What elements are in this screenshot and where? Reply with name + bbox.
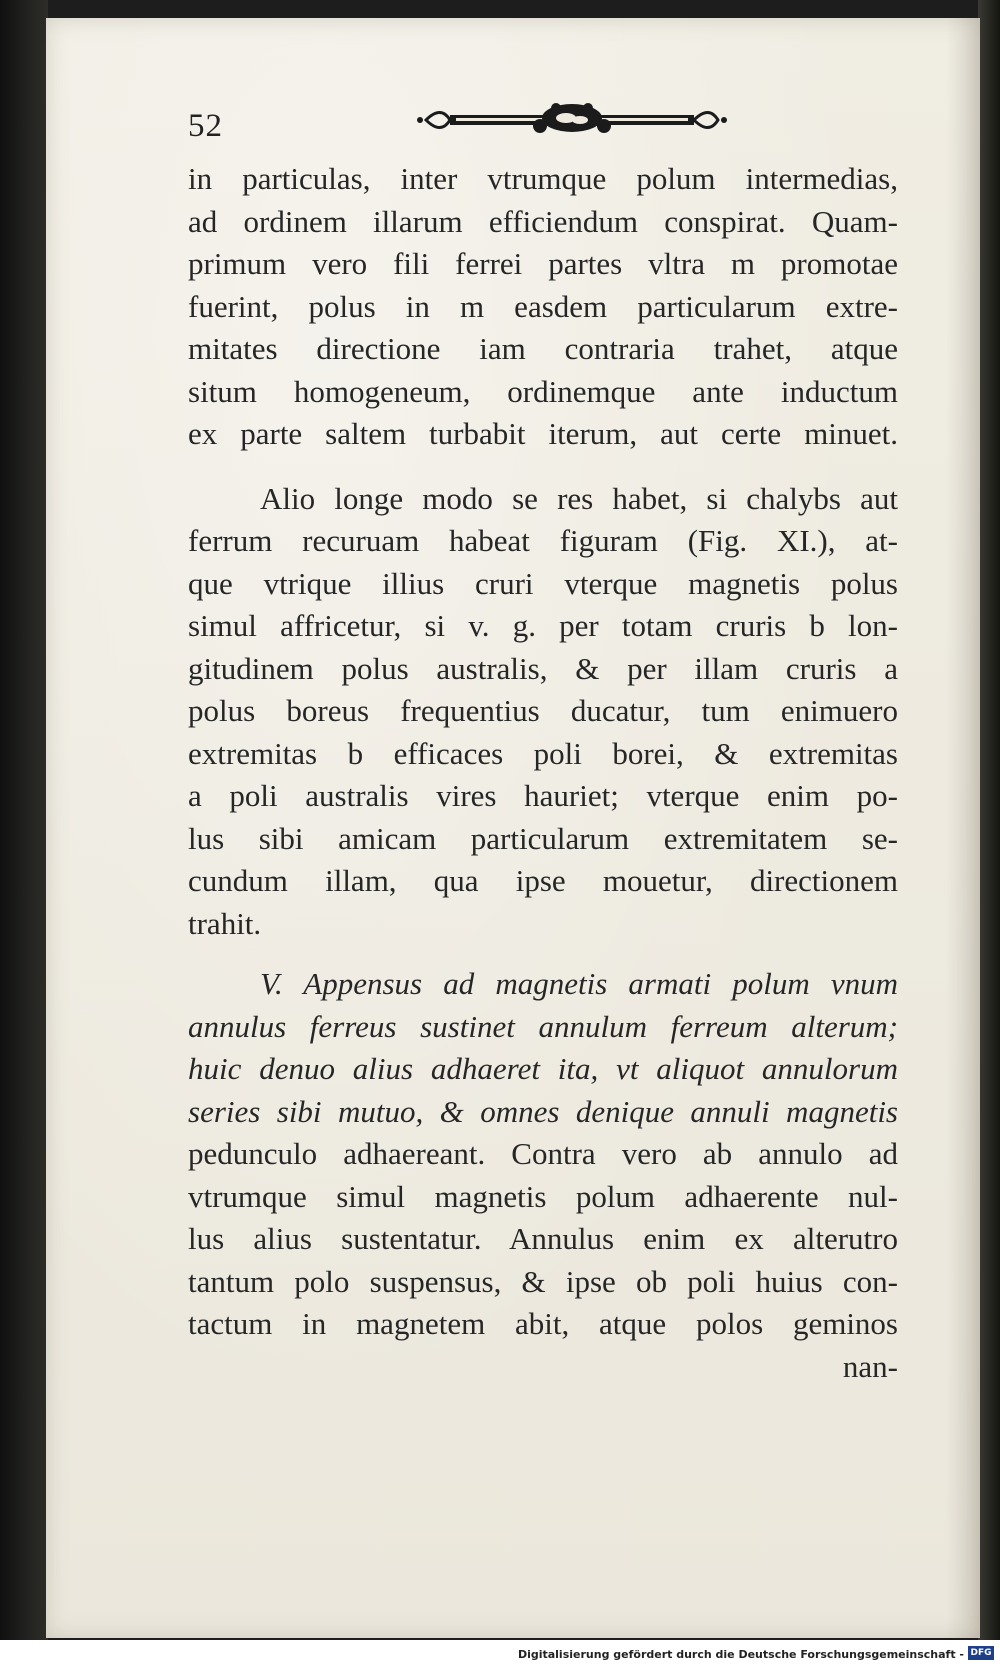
text-line: trahit.: [188, 905, 262, 941]
text-line: pedunculo adhaereant. Contra vero ab annulo ad: [188, 1136, 898, 1171]
text-line: tactum in magnetem abit, atque polos geminos: [188, 1306, 898, 1341]
text-line: tantum polo suspensus, & ipse ob poli huius con-: [188, 1263, 898, 1299]
text-line: simul affricetur, si v. g. per totam cruris b lon-: [188, 608, 898, 643]
italic-proposition-line: series sibi mutuo, & omnes denique annuli magnetis: [188, 1093, 898, 1129]
text-line: extremitas b efficaces poli borei, & extremitas: [188, 735, 898, 771]
text-line: fuerint, polus in m easdem particularum extre-: [188, 288, 898, 324]
italic-proposition-line: annulus ferreus sustinet annulum ferreum alterum;: [188, 1008, 898, 1044]
italic-proposition-line: huic denuo alius adhaeret ita, vt aliquot annulorum: [188, 1051, 898, 1086]
text-line: situm homogeneum, ordinemque ante inductum: [188, 373, 898, 409]
funding-credit: Digitalisierung gefördert durch die Deutsche Forschungsgemeinschaft -: [517, 1648, 964, 1661]
scan-background-right: [978, 0, 1000, 1640]
text-line: lus alius sustentatur. Annulus enim ex alterutro: [188, 1221, 898, 1256]
text-line: gitudinem polus australis, & per illam cruris a: [188, 650, 898, 686]
page-number: 52: [188, 108, 223, 144]
scan-background-left: [0, 0, 48, 1640]
text-line: ex parte saltem turbabit iterum, aut certe minuet.: [188, 416, 898, 451]
italic-proposition-line: V. Appensus ad magnetis armati polum vnum: [260, 966, 898, 1001]
catchword: nan-: [842, 1348, 898, 1384]
text-line: vtrumque simul magnetis polum adhaerente nul-: [188, 1178, 898, 1214]
text-line: in particulas, inter vtrumque polum intermedias,: [188, 161, 898, 196]
text-line: lus sibi amicam particularum extremitatem se-: [188, 820, 898, 856]
text-line: ferrum recuruam habeat figuram (Fig. XI.), at-: [188, 523, 898, 558]
text-line: mitates directione iam contraria trahet, atque: [188, 331, 898, 366]
text-line: cundum illam, qua ipse mouetur, directionem: [188, 863, 898, 898]
body-text: [188, 158, 898, 1388]
text-line: primum vero fili ferrei partes vltra m promotae: [188, 246, 898, 281]
printer-ornament-icon: [416, 100, 728, 140]
text-line: polus boreus frequentius ducatur, tum enimuero: [188, 693, 898, 728]
spine-shadow: [946, 18, 980, 1638]
dfg-logo-icon: DFG: [968, 1646, 994, 1660]
paragraph-first-line: Alio longe modo se res habet, si chalybs aut: [260, 480, 898, 516]
text-line: a poli australis vires hauriet; vterque enim po-: [188, 778, 898, 813]
text-line: que vtrique illius cruri vterque magnetis polus: [188, 565, 898, 601]
text-line: ad ordinem illarum efficiendum conspirat. Quam-: [188, 203, 898, 239]
